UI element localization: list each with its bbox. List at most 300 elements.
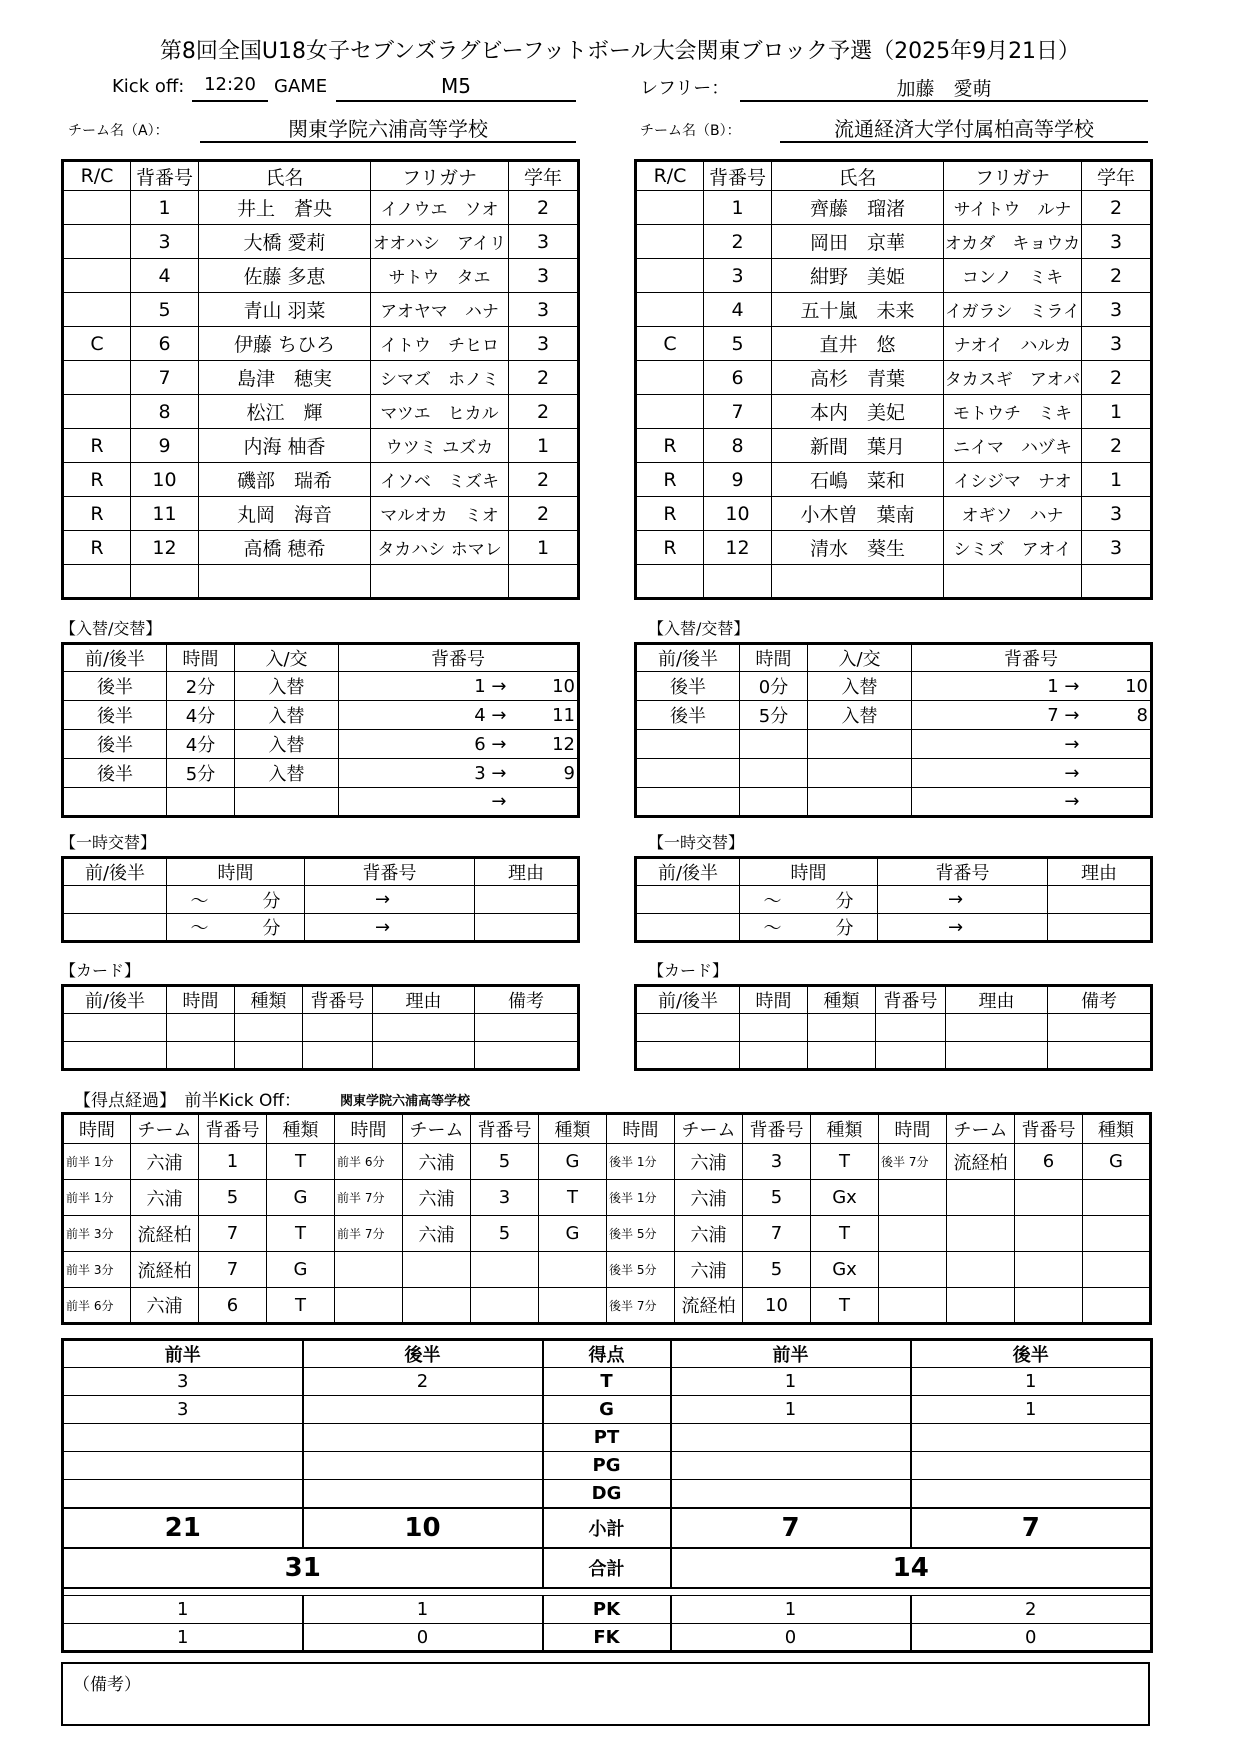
summary-header-cell: 後半 — [303, 1340, 543, 1368]
temp-reason — [1048, 914, 1152, 942]
teamA-subs-title: 【入替/交替】 — [60, 619, 162, 638]
roster-header-cell: 背番号 — [704, 161, 772, 191]
teamB-cards — [634, 984, 1153, 1071]
score-team: 流経柏 — [947, 1144, 1015, 1180]
player-grade: 2 — [509, 395, 579, 429]
player-row — [63, 395, 579, 429]
card-header-cell: 前/後半 — [636, 986, 740, 1014]
summary-value: 3 — [63, 1396, 303, 1424]
summary-value: 3 — [63, 1368, 303, 1396]
player-furigana: マルオカ ミオ — [371, 497, 509, 531]
player-row — [636, 293, 1152, 327]
player-rc — [636, 361, 704, 395]
player-name: 伊藤 ちひろ — [199, 327, 371, 361]
player-furigana: イガラシ ミライ — [944, 293, 1082, 327]
player-grade: 1 — [1082, 395, 1152, 429]
scoring-header-cell: 背番号 — [1015, 1114, 1083, 1144]
card-header-cell: 種類 — [808, 986, 876, 1014]
sub-to — [1082, 788, 1152, 817]
player-grade: 3 — [509, 327, 579, 361]
sub-to: 11 — [509, 701, 579, 730]
fk-row — [63, 1624, 1152, 1652]
scoring-header-cell: チーム — [403, 1114, 471, 1144]
roster-header-cell: R/C — [63, 161, 131, 191]
score-time: 後半 1分 — [607, 1144, 675, 1180]
player-furigana: ナオイ ハルカ — [944, 327, 1082, 361]
player-grade: 3 — [1082, 497, 1152, 531]
player-grade: 1 — [509, 429, 579, 463]
player-furigana: イシジマ ナオ — [944, 463, 1082, 497]
summary-value — [303, 1396, 543, 1424]
summary-label: PG — [543, 1452, 671, 1480]
score-time: 前半 7分 — [335, 1180, 403, 1216]
score-team: 六浦 — [403, 1180, 471, 1216]
player-rc — [63, 191, 131, 225]
player-rc — [636, 395, 704, 429]
sub-time: 4分 — [167, 730, 235, 759]
score-time: 前半 7分 — [335, 1216, 403, 1252]
sub-to — [1082, 759, 1152, 788]
sub-half: 後半 — [63, 730, 167, 759]
summary-label: PT — [543, 1424, 671, 1452]
temp-row — [63, 914, 579, 942]
player-rc — [636, 293, 704, 327]
score-type — [539, 1252, 607, 1288]
score-number: 5 — [743, 1180, 811, 1216]
score-team — [947, 1180, 1015, 1216]
summary-header-cell: 前半 — [671, 1340, 911, 1368]
player-rc — [636, 565, 704, 599]
summary-header-cell: 後半 — [911, 1340, 1152, 1368]
score-row — [63, 1180, 1151, 1216]
teamA-card-title: 【カード】 — [60, 961, 141, 980]
player-name: 丸岡 海音 — [199, 497, 371, 531]
subs-header-cell: 背番号 — [912, 644, 1152, 672]
score-number: 7 — [743, 1216, 811, 1252]
summary-value — [911, 1452, 1152, 1480]
teamB-subs-title: 【入替/交替】 — [648, 619, 750, 638]
sub-to: 10 — [509, 672, 579, 701]
player-grade: 3 — [509, 225, 579, 259]
scoring-header-cell: 時間 — [63, 1114, 131, 1144]
score-number: 5 — [199, 1180, 267, 1216]
player-row — [63, 191, 579, 225]
score-team: 六浦 — [675, 1216, 743, 1252]
sub-time: 5分 — [167, 759, 235, 788]
player-row — [636, 531, 1152, 565]
temp-half — [63, 914, 167, 942]
score-number: 10 — [743, 1288, 811, 1324]
score-number: 6 — [199, 1288, 267, 1324]
player-name: 内海 柚香 — [199, 429, 371, 463]
scoring-header-cell: 背番号 — [471, 1114, 539, 1144]
scoring-header-cell: チーム — [131, 1114, 199, 1144]
score-time — [335, 1288, 403, 1324]
player-name: 高杉 青葉 — [772, 361, 944, 395]
score-type: T — [267, 1288, 335, 1324]
sub-type — [808, 788, 912, 817]
player-grade: 3 — [509, 259, 579, 293]
summary-value — [63, 1424, 303, 1452]
score-number — [1015, 1180, 1083, 1216]
player-grade: 1 — [1082, 463, 1152, 497]
player-furigana: シマズ ホノミ — [371, 361, 509, 395]
player-row — [63, 429, 579, 463]
score-time — [879, 1180, 947, 1216]
card-cell — [740, 1042, 808, 1070]
score-row — [63, 1216, 1151, 1252]
sub-type: 入替 — [235, 759, 339, 788]
temp-header-cell: 前/後半 — [63, 858, 167, 886]
temp-header-cell: 背番号 — [878, 858, 1048, 886]
player-row — [636, 565, 1152, 599]
player-rc — [636, 191, 704, 225]
score-team: 六浦 — [403, 1144, 471, 1180]
sub-to: 10 — [1082, 672, 1152, 701]
player-grade: 3 — [1082, 531, 1152, 565]
player-row — [636, 361, 1152, 395]
score-row — [63, 1252, 1151, 1288]
summary-value — [671, 1480, 911, 1508]
kickoff-label: Kick off: — [112, 76, 185, 97]
sub-from: → — [912, 730, 1082, 759]
sub-type: 入替 — [235, 730, 339, 759]
player-grade: 2 — [1082, 361, 1152, 395]
roster-header-cell: フリガナ — [371, 161, 509, 191]
summary-value — [911, 1424, 1152, 1452]
score-row — [63, 1288, 1151, 1324]
summary-header-cell: 得点 — [543, 1340, 671, 1368]
score-number — [1015, 1216, 1083, 1252]
summary-row — [63, 1424, 1152, 1452]
summary-row — [63, 1396, 1152, 1424]
temp-reason — [1048, 886, 1152, 914]
scoring-header-cell: 種類 — [539, 1114, 607, 1144]
player-grade: 3 — [1082, 327, 1152, 361]
sub-time: 5分 — [740, 701, 808, 730]
roster-header-cell: フリガナ — [944, 161, 1082, 191]
player-rc — [63, 293, 131, 327]
player-number: 4 — [131, 259, 199, 293]
sub-type: 入替 — [235, 701, 339, 730]
player-furigana: イトウ チヒロ — [371, 327, 509, 361]
sub-from: → — [339, 788, 509, 817]
player-rc: R — [636, 531, 704, 565]
sub-row — [636, 788, 1152, 817]
player-row — [636, 463, 1152, 497]
score-type — [1083, 1252, 1151, 1288]
score-time: 後半 1分 — [607, 1180, 675, 1216]
summary-value: 1 — [911, 1396, 1152, 1424]
sub-to: 9 — [509, 759, 579, 788]
player-number: 9 — [131, 429, 199, 463]
teamA-roster — [61, 159, 580, 600]
score-number: 3 — [471, 1180, 539, 1216]
card-cell — [475, 1014, 579, 1042]
subs-header-cell: 時間 — [740, 644, 808, 672]
teamA-temporary — [61, 856, 580, 943]
player-grade: 2 — [1082, 259, 1152, 293]
referee-name: 加藤 愛萌 — [740, 74, 1148, 102]
summary-value — [63, 1452, 303, 1480]
scoring-header-cell: 背番号 — [199, 1114, 267, 1144]
subs-header-cell: 背番号 — [339, 644, 579, 672]
score-row — [63, 1144, 1151, 1180]
player-rc: C — [63, 327, 131, 361]
fk-value: 1 — [63, 1624, 303, 1652]
player-rc: R — [63, 497, 131, 531]
sub-half: 後半 — [63, 701, 167, 730]
temp-reason — [475, 886, 579, 914]
player-number: 11 — [131, 497, 199, 531]
sub-from: → — [912, 788, 1082, 817]
score-time — [335, 1252, 403, 1288]
score-type: G — [267, 1180, 335, 1216]
player-rc — [63, 361, 131, 395]
player-rc: C — [636, 327, 704, 361]
sub-time — [167, 788, 235, 817]
sub-half — [636, 788, 740, 817]
card-cell — [235, 1014, 303, 1042]
card-cell — [303, 1042, 373, 1070]
temp-time: ～ 分 — [740, 914, 878, 942]
card-row — [636, 1042, 1152, 1070]
sub-from: 7 → — [912, 701, 1082, 730]
summary-row — [63, 1368, 1152, 1396]
card-header-cell: 時間 — [740, 986, 808, 1014]
scoring-header-cell: 種類 — [267, 1114, 335, 1144]
player-name: 大橋 愛莉 — [199, 225, 371, 259]
card-cell — [1048, 1042, 1152, 1070]
player-rc: R — [636, 463, 704, 497]
player-grade — [1082, 565, 1152, 599]
player-row — [63, 497, 579, 531]
player-name — [772, 565, 944, 599]
fk-value: 0 — [911, 1624, 1152, 1652]
score-number: 7 — [199, 1252, 267, 1288]
teamB-temporary — [634, 856, 1153, 943]
score-number: 5 — [743, 1252, 811, 1288]
player-row — [636, 259, 1152, 293]
sub-row — [63, 701, 579, 730]
scoring-kickoff-team: 関東学院六浦高等学校 — [340, 1094, 471, 1109]
score-team — [403, 1288, 471, 1324]
scoring-header-cell: チーム — [675, 1114, 743, 1144]
score-number: 5 — [471, 1144, 539, 1180]
player-furigana: イノウエ ソオ — [371, 191, 509, 225]
summary-value — [671, 1452, 911, 1480]
player-grade: 1 — [509, 531, 579, 565]
player-name: 清水 葵生 — [772, 531, 944, 565]
score-type — [1083, 1180, 1151, 1216]
sub-row — [63, 730, 579, 759]
sub-from: 1 → — [339, 672, 509, 701]
sub-half — [636, 730, 740, 759]
sub-row — [636, 730, 1152, 759]
player-furigana: ニイマ ハヅキ — [944, 429, 1082, 463]
score-type — [1083, 1216, 1151, 1252]
score-time: 後半 7分 — [607, 1288, 675, 1324]
player-name: 磯部 瑞希 — [199, 463, 371, 497]
player-row — [63, 361, 579, 395]
score-number — [471, 1288, 539, 1324]
player-furigana: サトウ タエ — [371, 259, 509, 293]
sub-row — [636, 672, 1152, 701]
score-type: T — [539, 1180, 607, 1216]
player-number: 8 — [704, 429, 772, 463]
sub-type: 入替 — [808, 672, 912, 701]
score-team: 六浦 — [131, 1180, 199, 1216]
player-furigana — [371, 565, 509, 599]
teamB-roster — [634, 159, 1153, 600]
summary-value: 1 — [671, 1396, 911, 1424]
card-cell — [808, 1042, 876, 1070]
total-value-teamB: 14 — [671, 1548, 1152, 1588]
card-cell — [235, 1042, 303, 1070]
score-time: 前半 1分 — [63, 1180, 131, 1216]
player-number: 10 — [131, 463, 199, 497]
player-row — [63, 463, 579, 497]
score-team: 六浦 — [675, 1252, 743, 1288]
card-cell — [1048, 1014, 1152, 1042]
player-furigana: コンノ ミキ — [944, 259, 1082, 293]
player-number: 12 — [131, 531, 199, 565]
teamB-name: 流通経済大学付属柏高等学校 — [780, 113, 1148, 143]
summary-value — [303, 1452, 543, 1480]
card-cell — [63, 1014, 167, 1042]
teamA-temp-title: 【一時交替】 — [60, 833, 157, 852]
player-number: 6 — [704, 361, 772, 395]
player-grade: 3 — [1082, 225, 1152, 259]
sub-row — [63, 672, 579, 701]
player-row — [636, 327, 1152, 361]
scoring-header-cell: 種類 — [1083, 1114, 1151, 1144]
roster-header-cell: 氏名 — [772, 161, 944, 191]
score-team: 流経柏 — [675, 1288, 743, 1324]
score-team: 六浦 — [403, 1216, 471, 1252]
player-number — [704, 565, 772, 599]
sub-to — [1082, 730, 1152, 759]
card-cell — [303, 1014, 373, 1042]
card-cell — [636, 1014, 740, 1042]
player-name: 本内 美妃 — [772, 395, 944, 429]
teamA-substitutions — [61, 642, 580, 818]
card-cell — [946, 1042, 1048, 1070]
summary-value: 1 — [911, 1368, 1152, 1396]
card-header-cell: 備考 — [1048, 986, 1152, 1014]
subs-header-cell: 入/交 — [235, 644, 339, 672]
temp-number: → — [878, 914, 1048, 942]
roster-header-cell: 背番号 — [131, 161, 199, 191]
summary-value — [911, 1480, 1152, 1508]
player-furigana — [944, 565, 1082, 599]
roster-header-cell: R/C — [636, 161, 704, 191]
score-number — [1015, 1288, 1083, 1324]
teamA-label: チーム名（A）： — [68, 123, 169, 139]
summary-label: G — [543, 1396, 671, 1424]
temp-number: → — [305, 886, 475, 914]
total-label: 合計 — [543, 1548, 671, 1588]
player-row — [636, 429, 1152, 463]
player-number: 4 — [704, 293, 772, 327]
pk-row — [63, 1596, 1152, 1624]
player-name — [199, 565, 371, 599]
score-team: 流経柏 — [131, 1216, 199, 1252]
player-rc: R — [63, 463, 131, 497]
summary-gap — [63, 1588, 1152, 1596]
teamB-label: チーム名（B）： — [640, 123, 741, 139]
player-rc — [63, 565, 131, 599]
player-rc — [636, 259, 704, 293]
score-time: 前半 1分 — [63, 1144, 131, 1180]
sub-time — [740, 730, 808, 759]
score-team: 六浦 — [131, 1144, 199, 1180]
sub-half: 後半 — [636, 672, 740, 701]
player-row — [63, 259, 579, 293]
player-name: 岡田 京華 — [772, 225, 944, 259]
player-furigana: タカスギ アオバ — [944, 361, 1082, 395]
summary-header-cell: 前半 — [63, 1340, 303, 1368]
card-header-cell: 理由 — [946, 986, 1048, 1014]
temp-header-cell: 時間 — [740, 858, 878, 886]
teamB-card-title: 【カード】 — [648, 961, 729, 980]
player-grade: 3 — [509, 293, 579, 327]
score-team: 六浦 — [675, 1180, 743, 1216]
sub-time: 4分 — [167, 701, 235, 730]
summary-row — [63, 1480, 1152, 1508]
sub-from: 3 → — [339, 759, 509, 788]
player-row — [636, 225, 1152, 259]
player-number: 12 — [704, 531, 772, 565]
score-time: 前半 6分 — [335, 1144, 403, 1180]
player-row — [636, 395, 1152, 429]
sub-row — [636, 701, 1152, 730]
player-number: 5 — [704, 327, 772, 361]
player-furigana: オオハシ アイリ — [371, 225, 509, 259]
card-header-cell: 備考 — [475, 986, 579, 1014]
temp-time: ～ 分 — [167, 886, 305, 914]
subtotal-label: 小計 — [543, 1508, 671, 1548]
score-time: 前半 3分 — [63, 1252, 131, 1288]
score-type: T — [267, 1216, 335, 1252]
player-grade: 2 — [509, 497, 579, 531]
player-name: 青山 羽菜 — [199, 293, 371, 327]
player-number: 1 — [704, 191, 772, 225]
score-type: T — [811, 1288, 879, 1324]
player-furigana: オカダ キョウカ — [944, 225, 1082, 259]
player-row — [63, 225, 579, 259]
score-number — [471, 1252, 539, 1288]
player-name: 石嶋 菜和 — [772, 463, 944, 497]
score-team: 流経柏 — [131, 1252, 199, 1288]
score-team — [947, 1288, 1015, 1324]
summary-value: 2 — [303, 1368, 543, 1396]
sub-type: 入替 — [235, 672, 339, 701]
temp-time: ～ 分 — [740, 886, 878, 914]
sub-time: 0分 — [740, 672, 808, 701]
scoring-header-cell: 時間 — [879, 1114, 947, 1144]
scoring-progression — [61, 1112, 1152, 1325]
sub-to: 12 — [509, 730, 579, 759]
card-cell — [475, 1042, 579, 1070]
player-grade: 2 — [1082, 429, 1152, 463]
referee-label: レフリー： — [640, 78, 730, 99]
card-row — [63, 1014, 579, 1042]
card-header-cell: 背番号 — [876, 986, 946, 1014]
player-name: 直井 悠 — [772, 327, 944, 361]
player-number: 3 — [704, 259, 772, 293]
sub-time — [740, 759, 808, 788]
